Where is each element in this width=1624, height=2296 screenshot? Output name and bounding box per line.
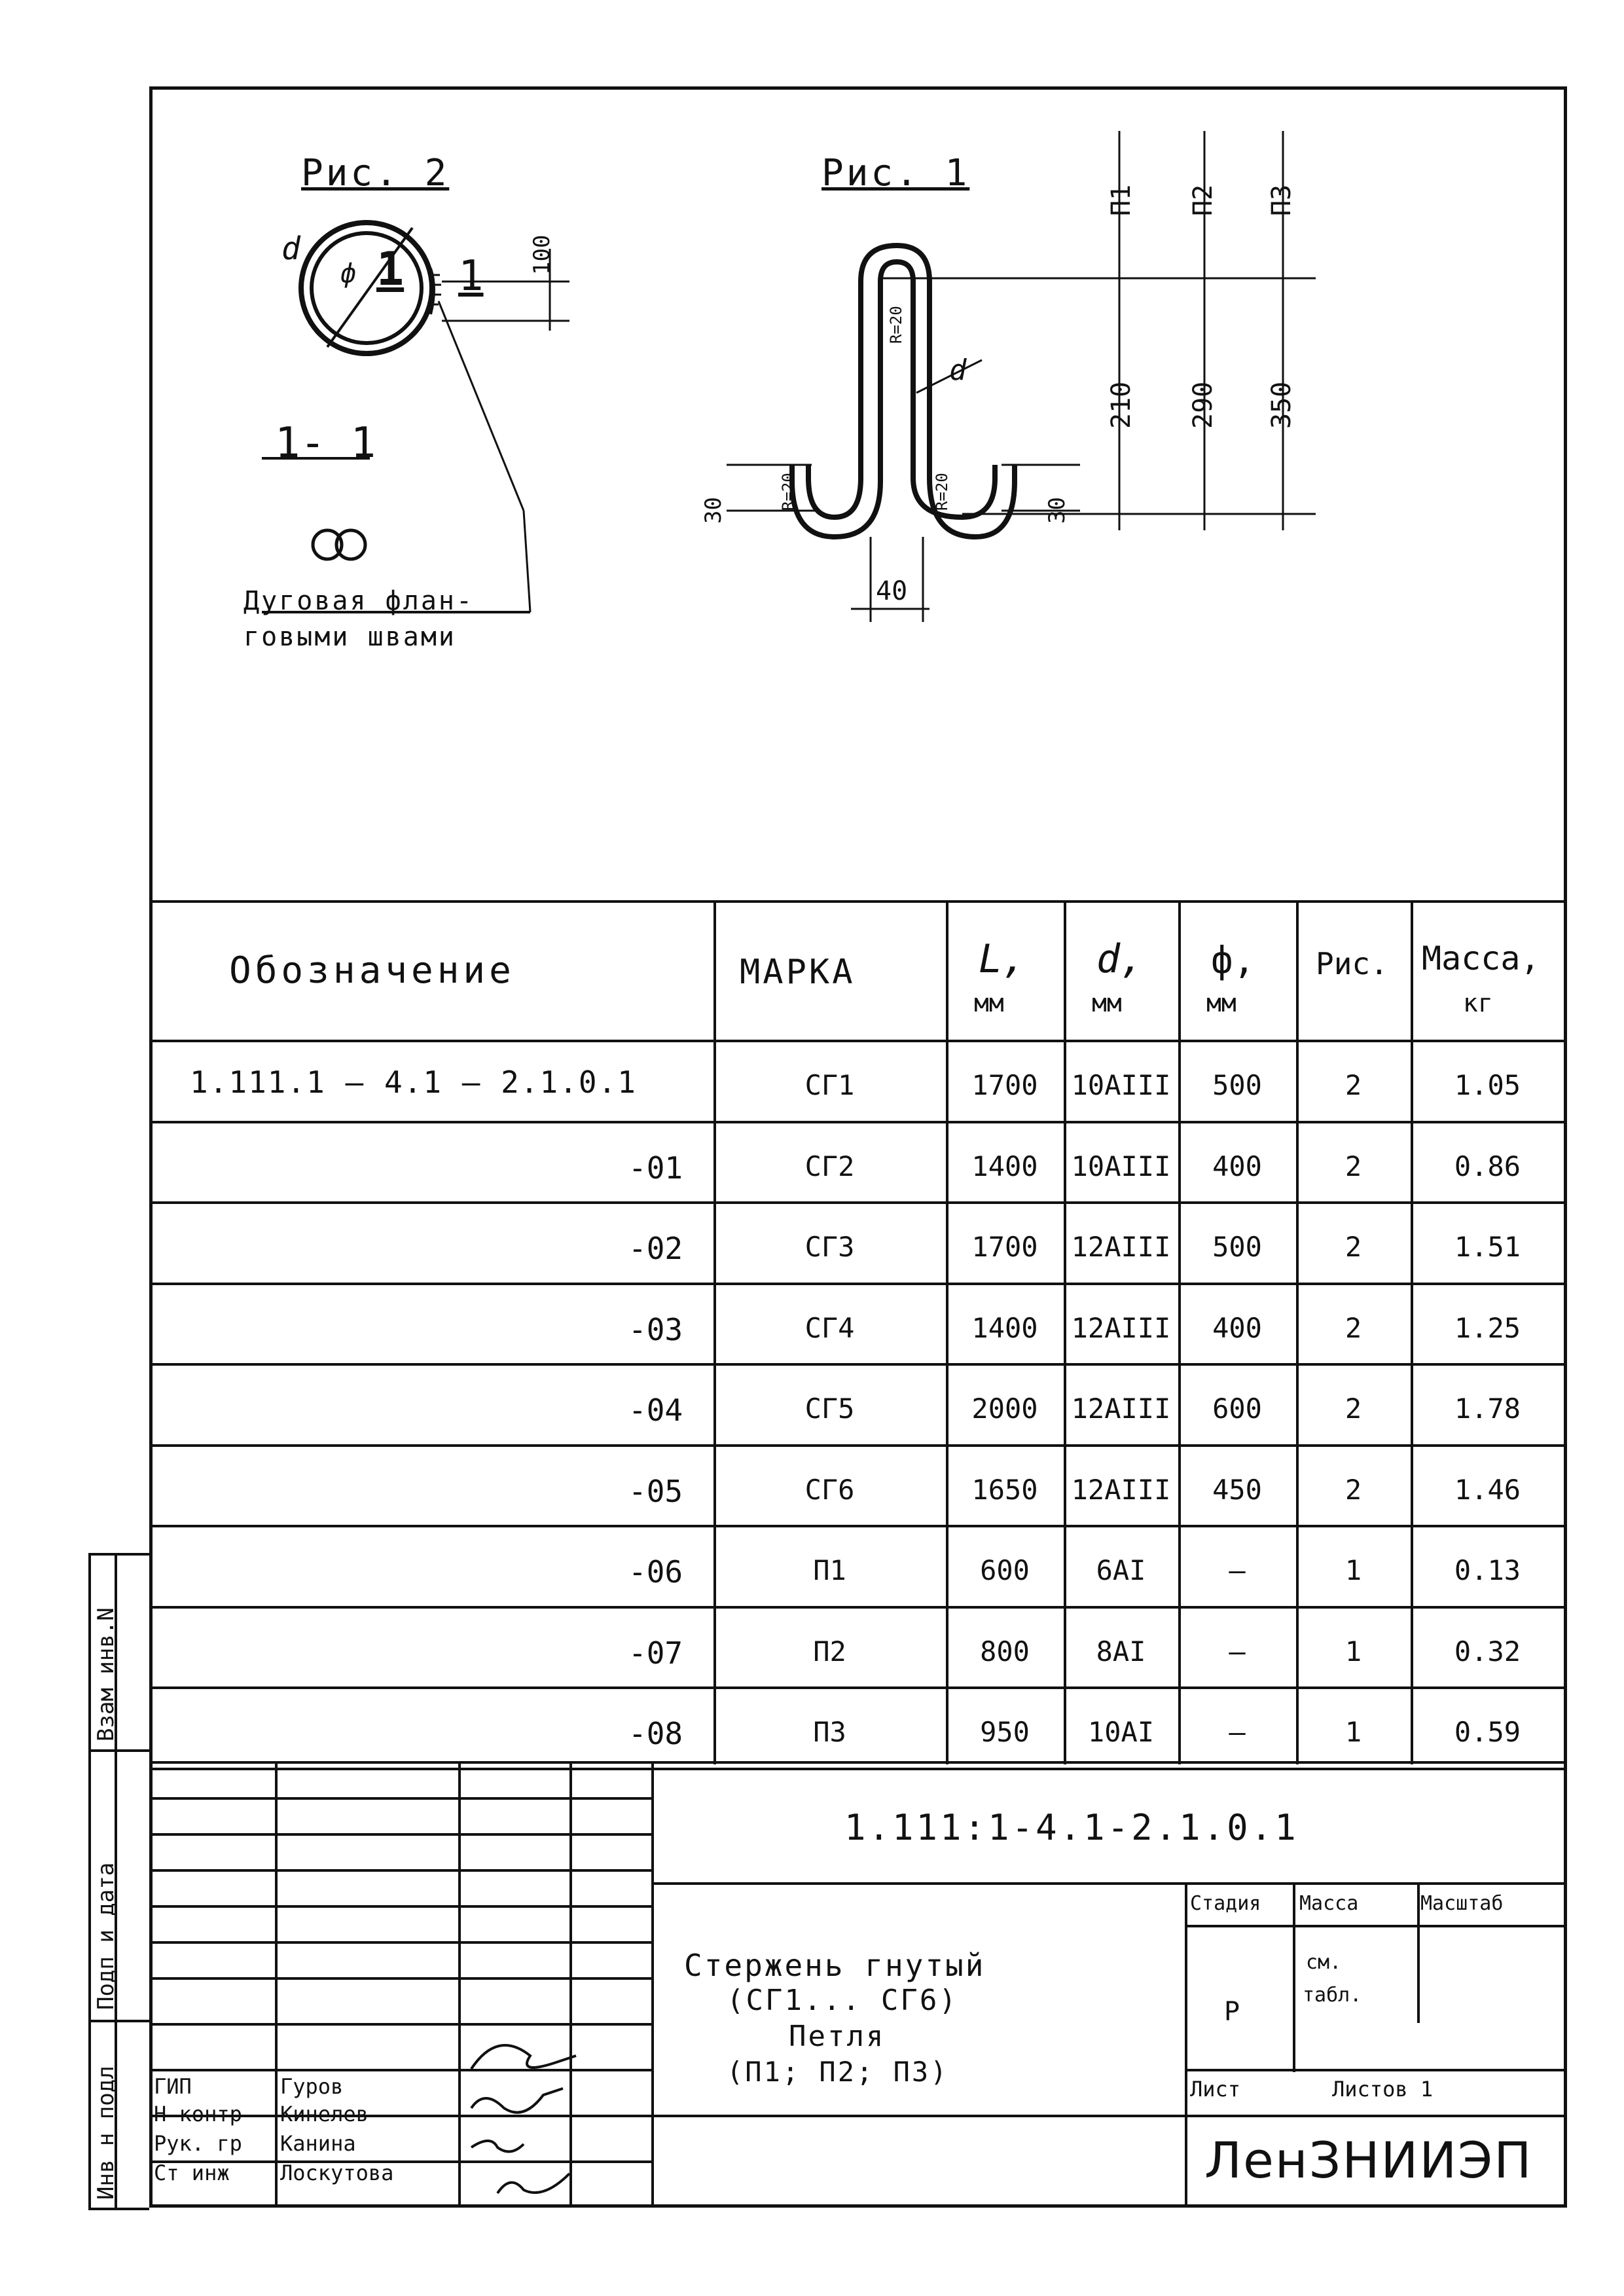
tb-code: 1.111:1-4.1-2.1.0.1: [844, 1807, 1299, 1848]
fig1-dim-30-left: 30: [700, 497, 727, 524]
header-d-unit: мм: [1092, 989, 1122, 1017]
fig2-title: Рис. 2: [301, 152, 450, 194]
tb-sheets-label: Листов 1: [1332, 2077, 1434, 2102]
cell-fig: 1: [1344, 1716, 1362, 1748]
cell-designation: -04: [628, 1393, 683, 1428]
staff-name: Лоскутова: [280, 2160, 394, 2185]
cell-mark: СГ2: [804, 1150, 855, 1182]
tb-row-5: [149, 1941, 651, 1944]
cell-phi: 450: [1212, 1474, 1262, 1506]
cell-mass: 0.32: [1454, 1635, 1521, 1667]
tb-stage-label: Стадия: [1190, 1892, 1261, 1915]
table-header-border: [149, 1040, 1567, 1042]
tb-name-line4: (П1; П2; П3): [727, 2056, 949, 2088]
cell-mass: 1.46: [1454, 1474, 1521, 1506]
height-p1: 210: [1106, 381, 1136, 429]
staff-name: Канина: [280, 2131, 356, 2156]
staff-role: Рук. гр: [154, 2131, 242, 2156]
tb-sheet-line: [1185, 2069, 1567, 2071]
cell-fig: 2: [1344, 1312, 1362, 1344]
cell-L: 950: [980, 1716, 1030, 1748]
header-designation: Обозначение: [229, 949, 515, 992]
cell-phi: 400: [1212, 1150, 1262, 1182]
side-line-3: [88, 2020, 149, 2022]
fig2-dim-100: 100: [529, 234, 555, 275]
table-row-border: [149, 1525, 1567, 1527]
cell-mass: 0.59: [1454, 1716, 1521, 1748]
tb-main-divider: [651, 1761, 654, 2208]
weld-note-line2: говыми швами: [244, 622, 456, 652]
cell-mark: СГ6: [804, 1474, 855, 1506]
cell-L: 1700: [971, 1069, 1038, 1101]
cell-mark: СГ1: [804, 1069, 855, 1101]
cell-d: 12АIII: [1071, 1231, 1171, 1263]
cell-L: 2000: [971, 1393, 1038, 1425]
table-row-border: [149, 1444, 1567, 1447]
cell-L: 800: [980, 1635, 1030, 1667]
tb-col-role: [275, 1761, 278, 2208]
tb-row-6: [149, 1977, 651, 1980]
cell-d: 10АIII: [1071, 1150, 1171, 1182]
section-title: 1- 1: [275, 419, 376, 467]
fig1-dim-30-right: 30: [1044, 497, 1070, 524]
tb-row-2: [149, 1833, 651, 1836]
staff-role: Н контр: [154, 2102, 242, 2126]
fig1-dim-40: 40: [876, 576, 908, 606]
height-p3: 350: [1267, 381, 1297, 429]
tb-row-4: [149, 1905, 651, 1908]
staff-name: Кинелев: [280, 2102, 369, 2126]
cell-mass: 1.05: [1454, 1069, 1521, 1101]
side-stamp-outer: [88, 1553, 91, 2208]
tb-name-line1: Стержень гнутый: [684, 1948, 986, 1983]
cell-L: 1400: [971, 1312, 1038, 1344]
fig1-r20-right: R=20: [933, 473, 951, 511]
cell-mass: 0.86: [1454, 1150, 1521, 1182]
cell-phi: 600: [1212, 1393, 1262, 1425]
header-phi-unit: мм: [1206, 989, 1236, 1017]
cell-designation: -01: [628, 1150, 683, 1186]
side-label-inv: Инв н подл: [93, 2066, 119, 2200]
table-row-border: [149, 1283, 1567, 1285]
header-L-unit: мм: [974, 989, 1004, 1017]
cell-mark: СГ5: [804, 1393, 855, 1425]
cell-designation: -07: [628, 1635, 683, 1671]
cell-designation: -03: [628, 1312, 683, 1347]
weld-note-line1: Дуговая флан-: [244, 586, 475, 616]
cell-d: 12АIII: [1071, 1474, 1171, 1506]
table-row-border: [149, 1363, 1567, 1366]
cell-mark: СГ4: [804, 1312, 855, 1344]
height-p2: 290: [1188, 381, 1218, 429]
side-line-1: [88, 1553, 149, 1556]
cell-mark: П1: [813, 1554, 846, 1586]
cell-d: 8АI: [1096, 1635, 1146, 1667]
table-row-border: [149, 1201, 1567, 1204]
header-phi: ф,: [1211, 939, 1255, 982]
tb-mass-divider: [1293, 1882, 1295, 2072]
staff-role: Ст инж: [154, 2160, 230, 2185]
fig2-section-label: 1: [458, 252, 484, 301]
cell-L: 1650: [971, 1474, 1038, 1506]
title-block-top: [149, 1761, 1567, 1764]
header-mark: МАРКА: [740, 953, 856, 992]
col-p2-label: П2: [1188, 184, 1218, 216]
table-row-border: [149, 1768, 1567, 1770]
tb-scale-divider: [1417, 1882, 1420, 2023]
tb-code-bottom: [651, 1882, 1567, 1885]
tb-stage-value: Р: [1224, 1997, 1240, 2027]
fig2-position-label: 1: [376, 242, 405, 296]
cell-fig: 2: [1344, 1393, 1362, 1425]
fig1-title: Рис. 1: [821, 152, 970, 194]
tb-mass-value-1: см.: [1306, 1951, 1342, 1974]
tb-row-1: [149, 1797, 651, 1800]
cell-mark: П3: [813, 1716, 846, 1748]
cell-phi: 500: [1212, 1069, 1262, 1101]
cell-mark: П2: [813, 1635, 846, 1667]
tb-row-3: [149, 1869, 651, 1872]
col-p3-label: П3: [1267, 184, 1297, 216]
staff-name: Гуров: [280, 2074, 344, 2099]
cell-designation: -05: [628, 1474, 683, 1509]
cell-mass: 0.13: [1454, 1554, 1521, 1586]
cell-mass: 1.51: [1454, 1231, 1521, 1263]
table-row-border: [149, 1606, 1567, 1609]
cell-L: 1700: [971, 1231, 1038, 1263]
cell-phi: 500: [1212, 1231, 1262, 1263]
cell-d: 12АIII: [1071, 1312, 1171, 1344]
tb-mass-label: Масса: [1299, 1892, 1359, 1915]
cell-d: 12АIII: [1071, 1393, 1171, 1425]
signatures: [458, 2016, 589, 2213]
fig1-r20-left: R=20: [779, 473, 797, 511]
tb-scale-label: Масштаб: [1420, 1892, 1504, 1915]
fig2-d-label: d: [281, 230, 300, 267]
cell-d: 10АIII: [1071, 1069, 1171, 1101]
tb-stage-divider: [1185, 1882, 1187, 2208]
cell-mass: 1.78: [1454, 1393, 1521, 1425]
tb-name-line3: Петля: [789, 2020, 886, 2053]
staff-role: ГИП: [154, 2074, 192, 2099]
cell-fig: 2: [1344, 1474, 1362, 1506]
cell-designation: -06: [628, 1554, 683, 1590]
fig1-d-label: d: [949, 354, 967, 387]
side-label-vzam: Взам инв.N: [93, 1607, 119, 1741]
header-mass: Масса,: [1422, 939, 1540, 977]
fig2-phi-label: ф: [340, 259, 357, 289]
tb-mass-value-2: табл.: [1303, 1984, 1362, 2007]
side-line-4: [88, 2208, 149, 2210]
header-d: d,: [1096, 936, 1144, 982]
cell-fig: 2: [1344, 1231, 1362, 1263]
fig1-r20-top: R=20: [887, 306, 905, 344]
header-mass-unit: кг: [1463, 989, 1493, 1017]
cell-fig: 1: [1344, 1554, 1362, 1586]
cell-d: 10АI: [1087, 1716, 1155, 1748]
cell-mass: 1.25: [1454, 1312, 1521, 1344]
tb-stage-header-line: [1185, 1925, 1567, 1927]
tb-name-bottom: [651, 2115, 1567, 2117]
tb-sheet-label: Лист: [1190, 2077, 1241, 2102]
fig1-drawing: [687, 111, 1316, 648]
col-p1-label: П1: [1106, 184, 1136, 216]
cell-designation: 1.111.1 – 4.1 – 2.1.0.1: [190, 1065, 637, 1100]
cell-phi: 400: [1212, 1312, 1262, 1344]
header-L: L,: [979, 936, 1026, 982]
cell-phi: —: [1229, 1635, 1246, 1667]
table-row-border: [149, 1686, 1567, 1689]
cell-designation: -02: [628, 1231, 683, 1266]
table-row-border: [149, 1121, 1567, 1123]
tb-name-line2: (СГ1... СГ6): [727, 1984, 958, 2017]
header-fig: Рис.: [1316, 946, 1388, 981]
cell-fig: 2: [1344, 1150, 1362, 1182]
cell-mark: СГ3: [804, 1231, 855, 1263]
cell-phi: —: [1229, 1716, 1246, 1748]
side-line-2: [88, 1749, 149, 1752]
cell-fig: 1: [1344, 1635, 1362, 1667]
cell-designation: -08: [628, 1716, 683, 1751]
cell-d: 6АI: [1096, 1554, 1146, 1586]
side-label-podp: Подп и дата: [93, 1862, 119, 2010]
cell-fig: 2: [1344, 1069, 1362, 1101]
cell-L: 1400: [971, 1150, 1038, 1182]
table-top-border: [149, 900, 1567, 903]
cell-L: 600: [980, 1554, 1030, 1586]
tb-organization: ЛенЗНИИЭП: [1204, 2131, 1533, 2189]
cell-phi: —: [1229, 1554, 1246, 1586]
